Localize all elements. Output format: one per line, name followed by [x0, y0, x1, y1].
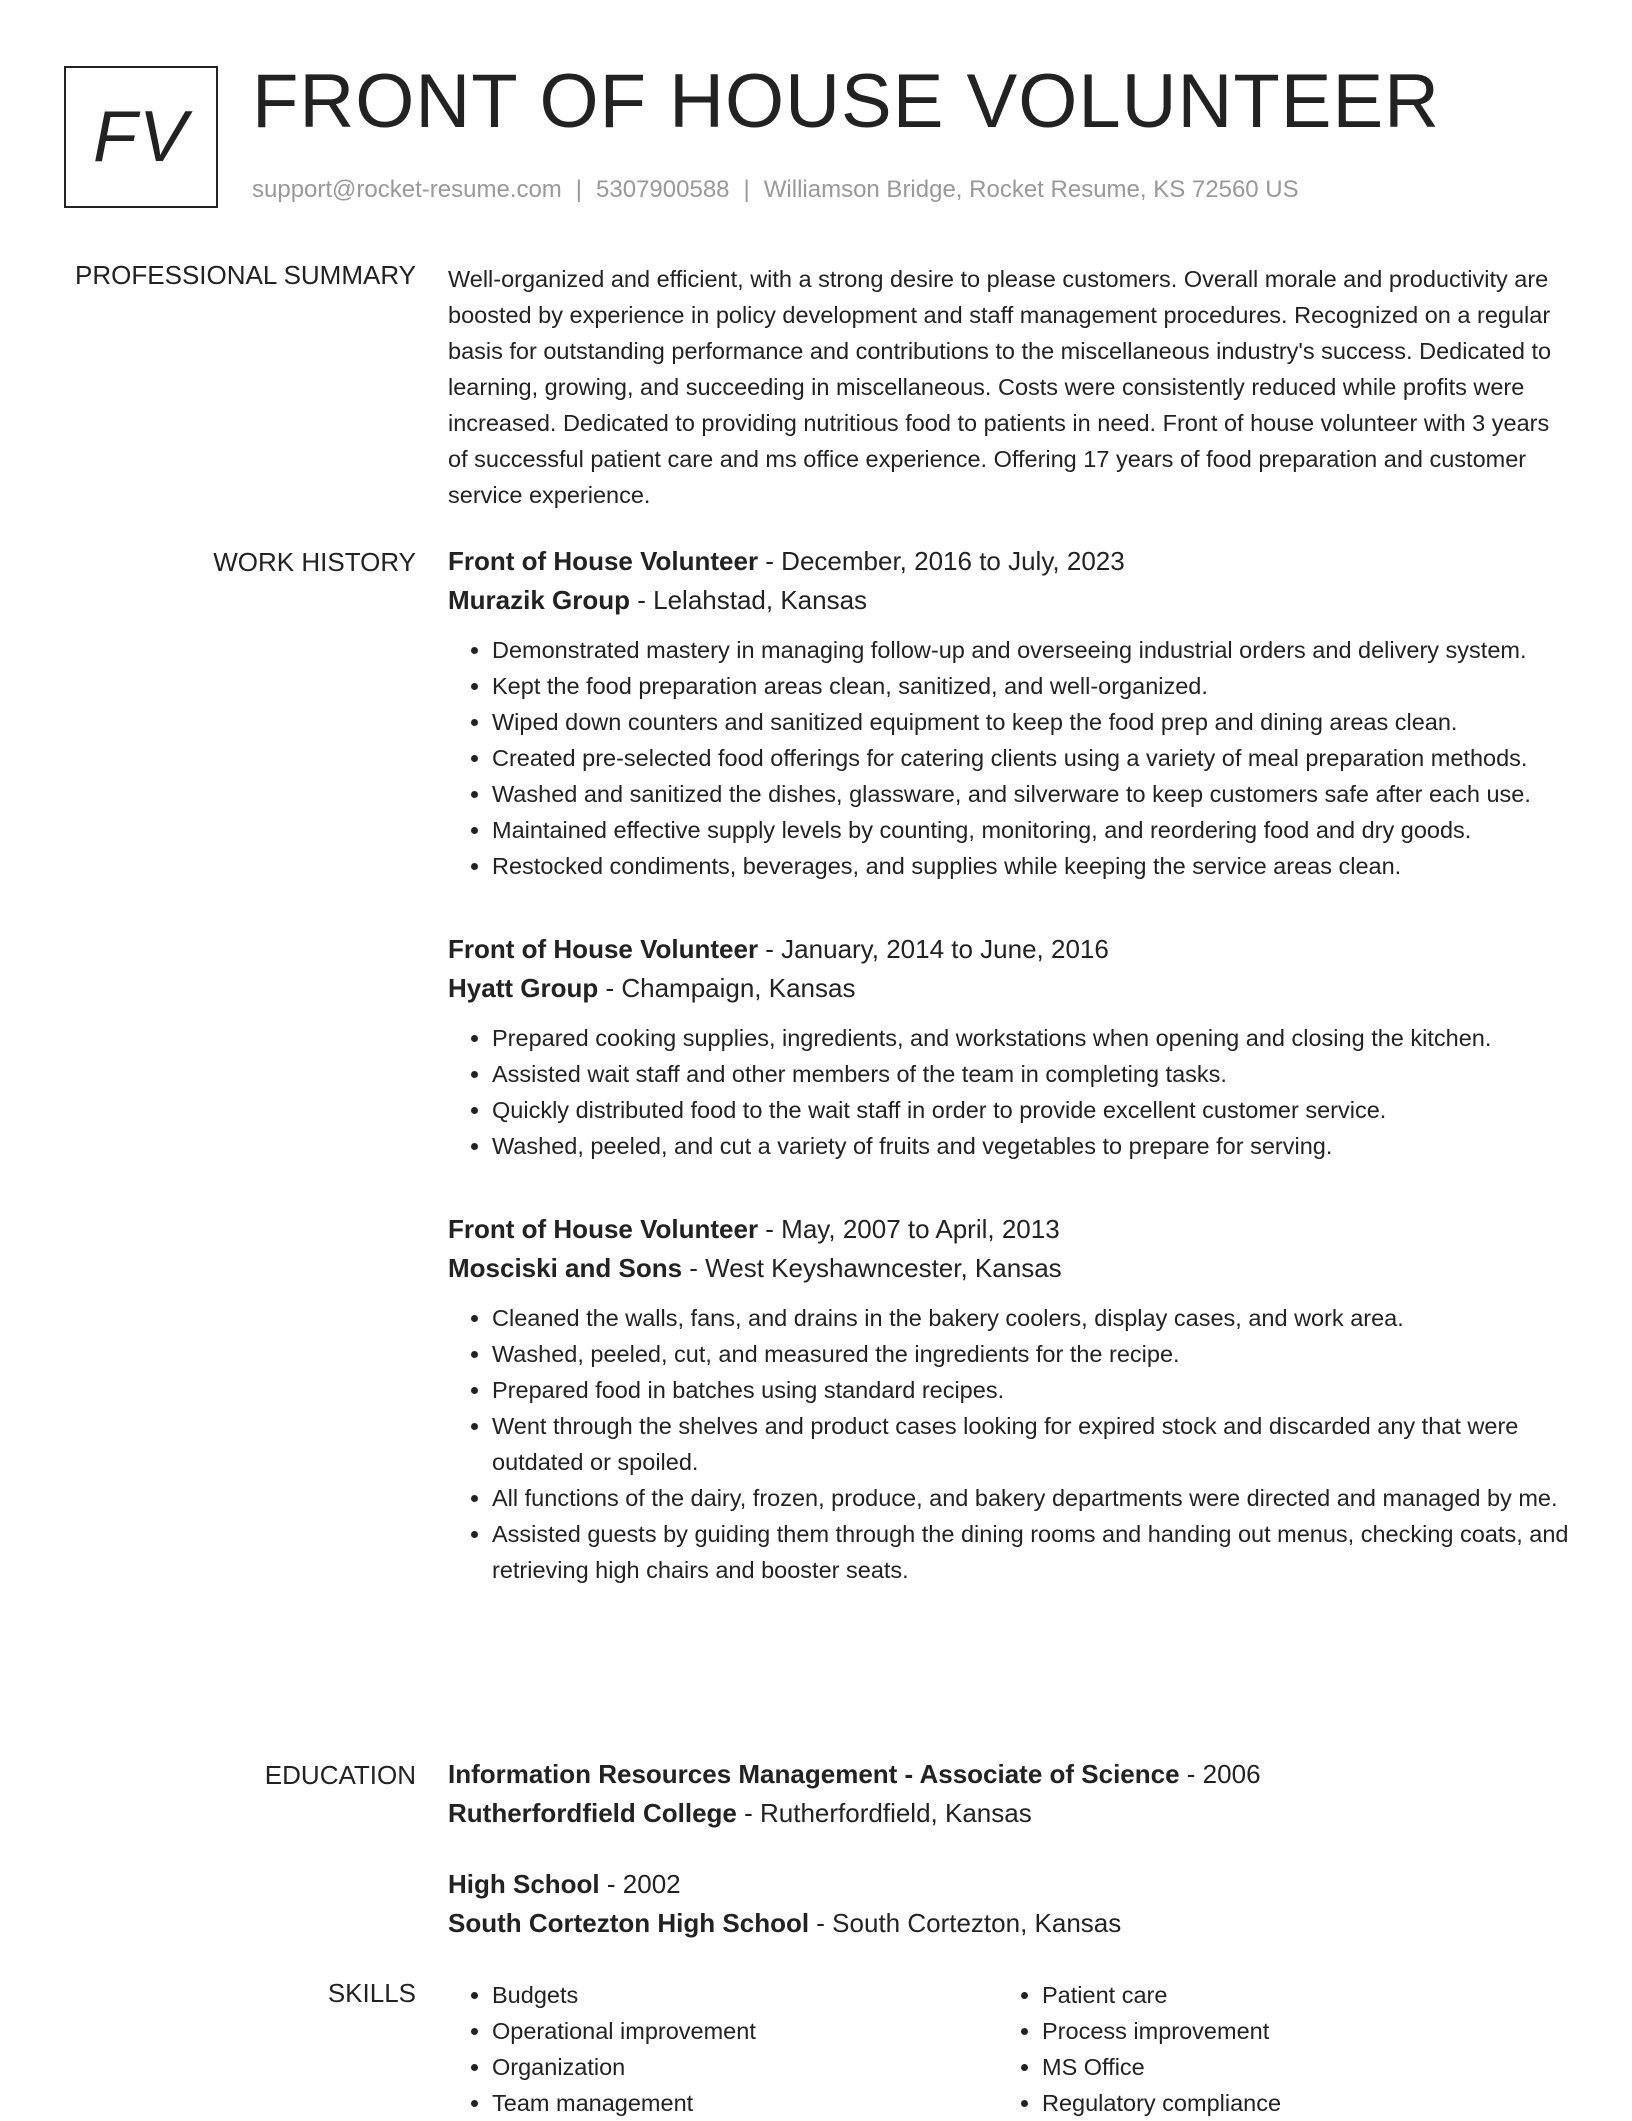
skill-item: • Budgets: [492, 1977, 998, 2013]
job-bullets: [448, 1300, 1570, 1588]
summary-text: Well-organized and efficient, with a strong desire to please customers. Overall morale and productivity are boosted by experience in policy development and staff management procedures. Recognized on a regular basis for outstanding performance and contributions to the miscellaneous industry's success. Dedicated to learning, growing, and succeeding in miscellaneous. Costs were consistently reduced while profits were increased. Dedicated to providing nutritious food to patients in need. Front of house volunteer with 3 years of successful patient care and ms office experience. Offering 17 years of food preparation and customer service experience.: [448, 266, 1552, 508]
job-bullet: • Wiped down counters and sanitized equipment to keep the food prep and dining areas clean.: [492, 704, 1570, 740]
job-bullet: • Demonstrated mastery in managing follow-up and overseeing industrial orders and delivery system.: [492, 632, 1570, 668]
education-year: - 2006: [1179, 1759, 1261, 1789]
job-company-line: [448, 581, 1570, 620]
job-title: Front of House Volunteer: [448, 546, 759, 576]
job-bullet: • Assisted wait staff and other members of the team in completing tasks.: [492, 1056, 1570, 1092]
page-title: FRONT OF HOUSE VOLUNTEER: [252, 59, 1441, 144]
contact-address: Williamson Bridge, Rocket Resume, KS 72560 US: [763, 176, 1299, 203]
contact-separator: |: [575, 176, 583, 203]
job-company: Murazik Group: [448, 585, 631, 615]
job-entry: [448, 542, 1570, 884]
work-history-body: [448, 542, 1570, 1588]
skill-item: • Process improvement: [1042, 2013, 1548, 2049]
skills-grid: [448, 1977, 1570, 2121]
skill-item: • Regulatory compliance: [1042, 2085, 1548, 2121]
job-bullet: • Maintained effective supply levels by counting, monitoring, and reordering food and dry goods.: [492, 812, 1570, 848]
job-title-line: [448, 542, 1570, 581]
skill-item: • Organization: [492, 2049, 998, 2085]
education-body: [448, 1755, 1570, 1943]
job-bullet: • Washed and sanitized the dishes, glassware, and silverware to keep customers safe after each use.: [492, 776, 1570, 812]
job-bullet: • Prepared food in batches using standard recipes.: [492, 1372, 1570, 1408]
job-bullet: • Restocked condiments, beverages, and supplies while keeping the service areas clean.: [492, 848, 1570, 884]
job-bullet: • Washed, peeled, and cut a variety of fruits and vegetables to prepare for serving.: [492, 1128, 1570, 1164]
job-bullet: • Prepared cooking supplies, ingredients, and workstations when opening and closing the kitchen.: [492, 1020, 1570, 1056]
job-company: Mosciski and Sons: [448, 1253, 683, 1283]
monogram: FV: [64, 66, 218, 208]
job-bullet: • Went through the shelves and product cases looking for expired stock and discarded any that were outdated or spoiled.: [492, 1408, 1570, 1480]
education-degree: High School: [448, 1869, 600, 1899]
job-bullet: • Quickly distributed food to the wait staff in order to provide excellent customer service.: [492, 1092, 1570, 1128]
skills-body: [448, 1977, 1570, 2121]
job-company: Hyatt Group: [448, 973, 599, 1003]
job-dates: - May, 2007 to April, 2013: [758, 1214, 1060, 1244]
education-location: - Rutherfordfield, Kansas: [736, 1798, 1032, 1828]
job-bullet: • Cleaned the walls, fans, and drains in the bakery coolers, display cases, and work area.: [492, 1300, 1570, 1336]
job-entry: [448, 1210, 1570, 1588]
education-year: - 2002: [599, 1869, 681, 1899]
job-bullets: [448, 1020, 1570, 1164]
job-company-line: [448, 969, 1570, 1008]
education-school: Rutherfordfield College: [448, 1798, 737, 1828]
education-entry: [448, 1865, 1570, 1943]
job-title: Front of House Volunteer: [448, 934, 759, 964]
job-bullets: [448, 632, 1570, 884]
section-label-skills: SKILLS: [327, 1978, 416, 2008]
section-label-work-history: WORK HISTORY: [213, 547, 416, 577]
contact-line: [252, 176, 1299, 204]
education-school: South Cortezton High School: [448, 1908, 810, 1938]
job-title-line: [448, 1210, 1570, 1249]
summary-body: [448, 261, 1570, 513]
education-school-line: [448, 1794, 1570, 1833]
skills-list-right: [998, 1977, 1548, 2121]
job-entry: [448, 930, 1570, 1164]
job-dates: - December, 2016 to July, 2023: [758, 546, 1125, 576]
job-location: - Lelahstad, Kansas: [630, 585, 868, 615]
skill-item: • Operational improvement: [492, 2013, 998, 2049]
job-location: - West Keyshawncester, Kansas: [682, 1253, 1062, 1283]
education-degree: Information Resources Management - Associate of Science: [448, 1759, 1180, 1789]
education-degree-line: [448, 1865, 1570, 1904]
education-school-line: [448, 1904, 1570, 1943]
job-bullet: • Kept the food preparation areas clean, sanitized, and well-organized.: [492, 668, 1570, 704]
contact-email: support@rocket-resume.com: [252, 176, 562, 203]
job-title: Front of House Volunteer: [448, 1214, 759, 1244]
skill-item: • Patient care: [1042, 1977, 1548, 2013]
job-bullet: • All functions of the dairy, frozen, produce, and bakery departments were directed and managed by me.: [492, 1480, 1570, 1516]
section-label-summary: PROFESSIONAL SUMMARY: [75, 260, 416, 290]
job-bullet: • Assisted guests by guiding them through the dining rooms and handing out menus, checking coats, and retrieving high chairs and booster seats.: [492, 1516, 1570, 1588]
skill-item: • MS Office: [1042, 2049, 1548, 2085]
resume-header: [64, 59, 1568, 210]
section-label-education: EDUCATION: [264, 1760, 416, 1790]
job-bullet: • Washed, peeled, cut, and measured the ingredients for the recipe.: [492, 1336, 1570, 1372]
skill-item: • Team management: [492, 2085, 998, 2121]
education-location: - South Cortezton, Kansas: [809, 1908, 1122, 1938]
job-company-line: [448, 1249, 1570, 1288]
job-location: - Champaign, Kansas: [598, 973, 856, 1003]
job-title-line: [448, 930, 1570, 969]
contact-separator: |: [743, 176, 750, 203]
education-degree-line: [448, 1755, 1570, 1794]
job-bullet: • Created pre-selected food offerings for catering clients using a variety of meal preparation methods.: [492, 740, 1570, 776]
job-dates: - January, 2014 to June, 2016: [758, 934, 1109, 964]
contact-phone: 5307900588: [596, 176, 730, 203]
education-entry: [448, 1755, 1570, 1833]
skills-list-left: [448, 1977, 998, 2121]
